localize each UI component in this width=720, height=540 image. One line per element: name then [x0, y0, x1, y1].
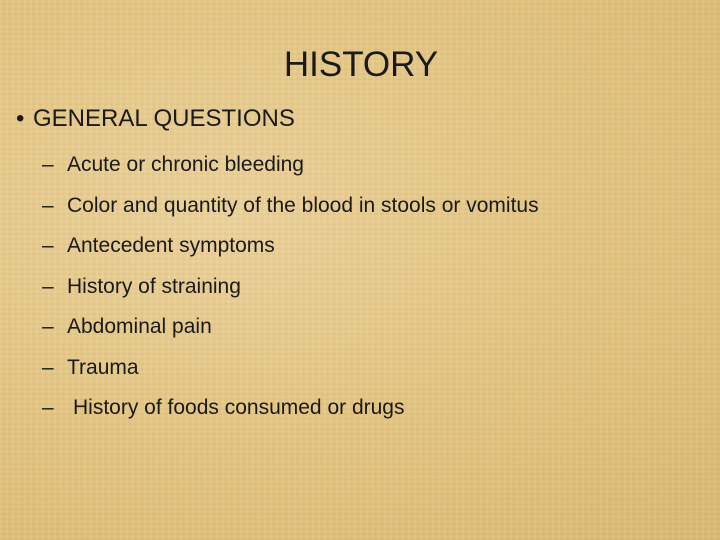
sub-bullet-item	[42, 186, 539, 227]
sub-bullet-item	[42, 388, 539, 429]
bullet-label: GENERAL QUESTIONS	[33, 105, 295, 132]
dash-icon: –	[42, 153, 54, 176]
sub-bullet-text: Trauma	[67, 355, 139, 379]
bullet-dot-icon: •	[16, 105, 25, 132]
dash-icon: –	[42, 193, 54, 217]
sub-bullet-text: Color and quantity of the blood in stools or vomitus	[67, 193, 539, 217]
slide-title: HISTORY	[283, 45, 439, 84]
dash-icon: –	[42, 355, 54, 379]
sub-bullet-text: Abdominal pain	[67, 315, 212, 338]
dash-icon: –	[42, 274, 54, 298]
sub-bullet-text: Antecedent symptoms	[67, 234, 275, 257]
sub-bullet-text: History of straining	[67, 274, 241, 298]
sub-bullet-text: Acute or chronic bleeding	[67, 153, 304, 176]
sub-bullet-item	[42, 226, 539, 267]
sub-bullet-item	[42, 267, 539, 308]
bullet-general-questions	[16, 103, 295, 135]
sub-bullet-list	[42, 145, 539, 429]
sub-bullet-item	[42, 348, 539, 389]
dash-icon: –	[42, 315, 54, 338]
sub-bullet-text: History of foods consumed or drugs	[73, 396, 405, 419]
dash-icon: –	[42, 396, 54, 419]
sub-bullet-item	[42, 307, 539, 348]
sub-bullet-item	[42, 145, 539, 186]
dash-icon: –	[42, 234, 54, 257]
